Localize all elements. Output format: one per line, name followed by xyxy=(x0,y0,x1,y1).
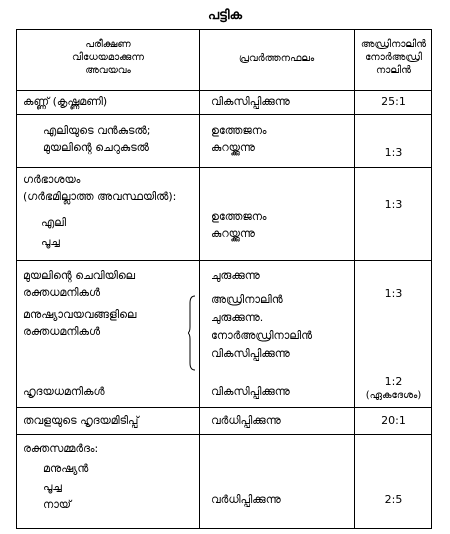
row3-organ-heading: ഗർഭാശയം (ഗർഭമില്ലാത്ത അവസ്ഥയിൽ): xyxy=(23,173,177,203)
row2-ratio: 1:3 xyxy=(384,146,403,159)
row-divider-4 xyxy=(17,407,431,408)
header-ratio: അഡ്രിനാലിൻ നോർഅഡ്രി നാലിൻ xyxy=(360,39,427,76)
row4-effect: ചുരുക്കുന്നു അഡ്രിനാലിൻ ചുരുക്കുന്നു. നോർഅഡ്രിനാലിൻ വികസിപ്പിക്കുന്നു xyxy=(211,269,313,360)
column-divider-1 xyxy=(199,30,200,528)
row5-ratio: 20:1 xyxy=(381,414,406,427)
row4-organ-heart: ഹൃദയധമനികൾ xyxy=(23,385,105,398)
row4-effect-heart: വികസിപ്പിക്കുന്നു xyxy=(211,385,290,398)
row-divider-header xyxy=(17,90,431,91)
row-divider-5 xyxy=(17,434,431,435)
row6-organ-items: മനുഷ്യൻ പൂച്ച നായ് xyxy=(43,462,89,511)
row6-ratio: 2:5 xyxy=(384,493,403,506)
data-table xyxy=(16,29,432,529)
curly-brace-icon xyxy=(188,295,196,371)
row3-organ-items: എലി പൂച്ച xyxy=(41,216,67,248)
row5-organ: തവളയുടെ ഹൃദയമിടിപ്പ് xyxy=(23,414,139,427)
row1-organ: കണ്ണ് (കൃഷ്ണമണി) xyxy=(23,95,108,108)
row3-effect: ഉത്തേജനം കുറയ്ക്കുന്നു xyxy=(211,210,267,240)
header-effect: പ്രവർത്തനഫലം xyxy=(238,53,315,64)
row5-effect: വർധിപ്പിക്കുന്നു xyxy=(211,414,281,427)
table-title: പട്ടിക xyxy=(208,8,242,23)
row6-effect: വർധിപ്പിക്കുന്നു xyxy=(211,493,281,506)
row4-ratio-heart: 1:2 (ഏകദേശം) xyxy=(365,375,422,401)
row4-organ-human: മനുഷ്യാവയവങ്ങളിലെ രക്തധമനികൾ xyxy=(23,308,137,338)
row1-effect: വികസിപ്പിക്കുന്നു xyxy=(211,95,290,108)
row4-ratio: 1:3 xyxy=(384,287,403,300)
row-divider-3 xyxy=(17,260,431,261)
header-organ: പരീക്ഷണ വിധേയമാക്കുന്ന അവയവം xyxy=(72,39,144,76)
row3-ratio: 1:3 xyxy=(384,198,403,211)
row1-ratio: 25:1 xyxy=(381,95,406,108)
row6-organ-heading: രക്തസമ്മർദം: xyxy=(23,442,99,455)
row-divider-2 xyxy=(17,167,431,168)
row-divider-1 xyxy=(17,114,431,115)
row2-effect: ഉത്തേജനം കുറയ്ക്കുന്നു xyxy=(211,124,267,154)
row4-organ-ear: മുയലിന്റെ ചെവിയിലെ രക്തധമനികൾ xyxy=(23,269,136,299)
row2-organ: എലിയുടെ വൻകുടൽ; മുയലിന്റെ ചെറുകുടൽ xyxy=(43,124,151,154)
